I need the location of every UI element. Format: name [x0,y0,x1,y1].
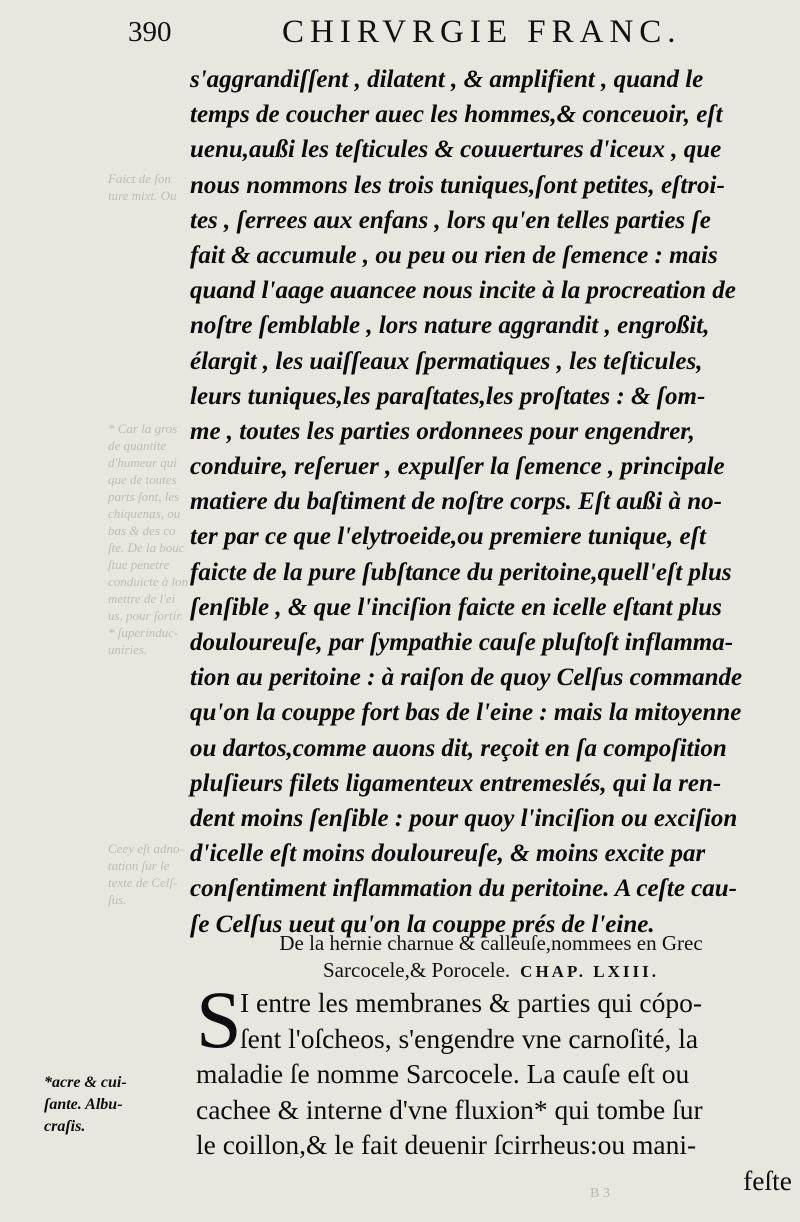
text-line: douloureuſe, par ſympathie cauſe pluſtoſt inflamma- [190,629,734,656]
drop-cap: S [196,974,242,1065]
text-line: matiere du baſtiment de noſtre corps. Eſt außi à no- [190,488,722,516]
italic-body-text [190,62,790,942]
chapter-number: CHAP. LXIII. [520,962,659,981]
text-line: nous nommons les trois tuniques,ſont petites, eſtroi- [190,171,725,199]
bleed-line: Faict de ſon [108,171,171,186]
roman-body-text [196,974,792,1198]
chapter-heading [196,930,786,985]
page-header [120,14,800,54]
text-line: s'aggrandiſſent , dilatent , & amplifient , quand le [190,66,704,93]
bleed-line: tation ſur le [108,858,170,873]
text-line: leurs tuniques,les paraſtates,les proſtates : & ſom- [190,382,706,410]
bleed-line: d'humeur qui [108,455,177,470]
bleed-line: bas & des co [108,523,176,538]
text-line: ſenſible , & que l'inciſion faicte en icelle eſtant plus [190,593,722,621]
text-line: conſentiment inflammation du peritoine. A ceſte cau- [190,875,737,903]
bleed-line: texte de Celſ- [108,875,178,890]
text-line: tes , ſerrees aux enfans , lors qu'en telles parties ſe [190,206,711,234]
margin-note [44,1072,184,1138]
chapter-title-text: Sarcocele,& Porocele. [323,958,511,982]
text-line: fait & accumule , ou peu ou rien de ſemence : mais [190,241,718,269]
text-line: dent moins ſenſible : pour quoy l'inciſion ou exciſion [190,804,738,832]
text-line: quand l'aage auancee nous incite à la procreation de [190,277,736,305]
text-line: qu'on la couppe fort bas de l'eine : mais la mitoyenne [190,699,742,727]
bleed-line: ſtue penetre [108,557,170,572]
text-line: pluſieurs filets ligamenteux entremeslés, qui la ren- [190,769,722,797]
bleed-line: que de toutes [108,472,177,487]
margin-note-line: *acre & cui- [44,1074,127,1091]
bleed-line: mettre de l'ei [108,591,176,606]
text-line: ter par ce que l'elytroeide,ou premiere tunique, eſt [190,523,706,551]
bleed-line: ſus. [108,892,127,907]
text-line: conduire, reſeruer , expulſer la ſemence , principale [190,453,725,481]
chapter-title-line-1: De la hernie charnue & calleuſe,nommees en Grec [279,931,703,955]
text-line: ſent l'oſcheos, s'engendre vne carnoſité, la [240,1022,699,1054]
text-line: temps de coucher auec les hommes,& conceuoir, eſt [190,101,723,129]
text-line: élargit , les uaiſſeaux ſpermatiques , les teſticules, [190,347,703,375]
text-line: noſtre ſemblable , lors nature aggrandit , engroßit, [190,312,710,340]
margin-note-line: craſis. [44,1118,86,1135]
text-line: d'icelle eſt moins douloureuſe, & moins excite par [190,840,706,868]
text-line: cachee & interne d'vne fluxion* qui tombe ſur [196,1093,703,1125]
page-number: 390 [128,16,172,48]
text-line: le coillon,& le fait deuenir ſcirrheus:ou mani- [196,1129,697,1160]
bleed-through-note-2 [108,420,190,658]
bleed-line: us, pour ſortir. [108,608,184,623]
bleed-line: * Car la gros [108,421,178,436]
bleed-line: conduicte à lon [108,574,189,589]
bleed-through-note-1 [108,170,190,204]
text-line: faicte de la pure ſubſtance du peritoine,quell'eſt plus [190,558,732,586]
signature-mark: B 3 [590,1186,610,1201]
text-line: I entre les membranes & parties qui cópo- [240,987,702,1018]
bleed-through-note-3 [108,840,190,908]
text-line: ſe Celſus ueut qu'on la couppe prés de l'eine. [190,910,655,938]
bleed-line: de quantite [108,438,167,453]
running-head: CHIRVRGIE FRANC. [282,14,682,50]
bleed-line: chiquenas, ou [108,506,181,521]
bleed-line: Ceey eſt adno- [108,841,184,856]
chapter-title-line-2 [196,957,786,985]
text-line: ou dartos,comme auons dit, reçoit en ſa compoſition [190,734,727,762]
text-line: tion au peritoine : à raiſon de quoy Celſus commande [190,664,743,692]
catchword: feſte [743,1164,792,1196]
bleed-line: ſte. De la bouc [108,540,185,555]
text-line: uenu,außi les teſticules & couuertures d'iceux , que [190,136,722,164]
bleed-line: parts ſont, les [108,489,180,504]
bleed-line: uniries. [108,642,148,657]
bleed-line: ture mixt. Ou [108,188,177,203]
text-line: maladie ſe nomme Sarcocele. La cauſe eſt ou [196,1058,690,1089]
bleed-line: * ſuperinduc- [108,625,179,640]
margin-note-line: ſante. Albu- [44,1096,123,1113]
text-line: me , toutes les parties ordonnees pour engendrer, [190,417,695,445]
